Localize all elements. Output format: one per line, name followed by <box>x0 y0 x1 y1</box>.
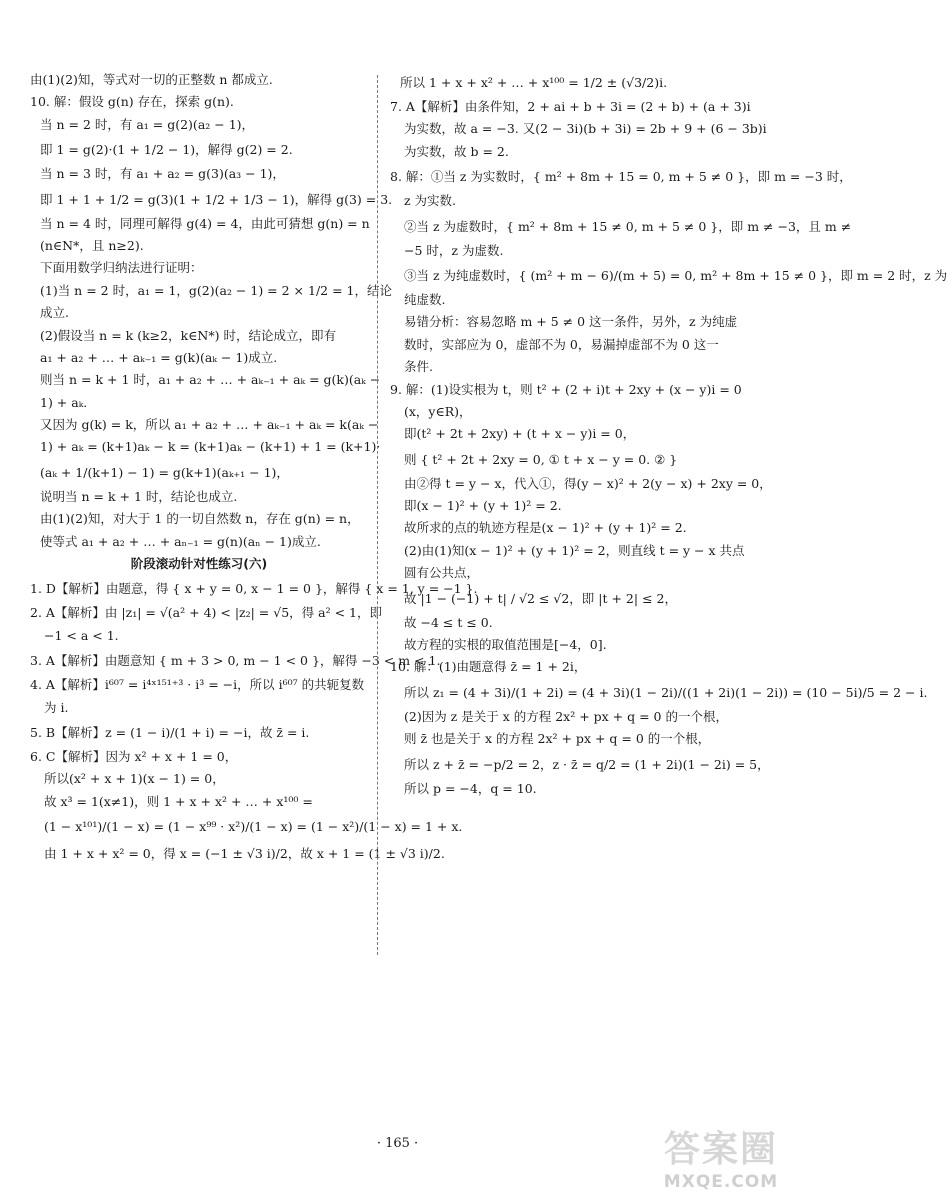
text-line: 1) + aₖ. <box>40 394 88 410</box>
text-line: 4. A【解析】i⁶⁰⁷ = i⁴ˣ¹⁵¹⁺³ · i³ = −i，所以 i⁶⁰⁷ 的共轭复数 <box>30 677 365 693</box>
text-line: 9. 解：(1)设实根为 t，则 t² + (2 + i)t + 2xy + (x − y)i = 0 <box>390 381 742 397</box>
text-line: 2. A【解析】由 |z₁| = √(a² + 4) < |z₂| = √5，得 a² < 1，即 <box>30 605 382 621</box>
watermark-logo <box>661 1128 781 1194</box>
text-line: 8. 解：①当 z 为实数时，{ m² + 8m + 15 = 0, m + 5 ≠ 0 }，即 m = −3 时， <box>390 169 852 185</box>
text-line: a₁ + a₂ + … + aₖ₋₁ = g(k)(aₖ − 1)成立. <box>40 349 278 365</box>
text-line: 为 i. <box>44 699 69 715</box>
text-line: 所以(x² + x + 1)(x − 1) = 0， <box>44 771 225 787</box>
text-line: 当 n = 2 时，有 a₁ = g(2)(a₂ − 1)， <box>40 116 255 132</box>
text-line: 故所求的点的轨迹方程是(x − 1)² + (y + 1)² = 2. <box>404 520 687 536</box>
text-line: 即(t² + 2t + 2xy) + (t + x − y)i = 0， <box>404 426 636 442</box>
text-line: (1 − x¹⁰¹)/(1 − x) = (1 − x⁹⁹ · x²)/(1 − x) = (1 − x²)/(1 − x) = 1 + x. <box>44 819 463 835</box>
text-line: 即 1 = g(2)·(1 + 1/2 − 1)，解得 g(2) = 2. <box>40 142 293 158</box>
page-number: · 165 · <box>376 1136 419 1151</box>
column-divider <box>377 75 378 955</box>
text-line: 3. A【解析】由题意知 { m + 3 > 0, m − 1 < 0 }，解得 −3 < m < 1. <box>30 653 441 669</box>
text-line: 10. 解：(1)由题意得 z̄ = 1 + 2i， <box>390 659 587 675</box>
text-line: 条件. <box>404 359 433 375</box>
text-line: 由 1 + x + x² = 0，得 x = (−1 ± √3 i)/2，故 x + 1 = (1 ± √3 i)/2. <box>44 846 445 862</box>
text-line: 为实数，故 a = −3. 又(2 − 3i)(b + 3i) = 2b + 9 + (6 − 3b)i <box>404 121 767 137</box>
text-line: −1 < a < 1. <box>44 627 119 643</box>
text-line: 7. A【解析】由条件知，2 + ai + b + 3i = (2 + b) + (a + 3)i <box>390 99 751 114</box>
text-line: 当 n = 3 时，有 a₁ + a₂ = g(3)(a₃ − 1)， <box>40 166 285 182</box>
text-line: (2)因为 z 是关于 x 的方程 2x² + px + q = 0 的一个根， <box>404 708 728 724</box>
text-line: 1) + aₖ = (k+1)aₖ − k = (k+1)aₖ − (k+1) + 1 = (k+1)· <box>40 439 381 455</box>
text-line: 6. C【解析】因为 x² + x + 1 = 0， <box>30 748 238 764</box>
text-line: 故 |1 − (−1) + t| / √2 ≤ √2，即 |t + 2| ≤ 2， <box>404 590 677 606</box>
text-line: (2)由(1)知(x − 1)² + (y + 1)² = 2，则直线 t = y − x 共点 <box>404 542 745 558</box>
text-line: (1)当 n = 2 时，a₁ = 1，g(2)(a₂ − 1) = 2 × 1/2 = 1，结论 <box>40 282 392 298</box>
text-line: ②当 z 为虚数时，{ m² + 8m + 15 ≠ 0, m + 5 ≠ 0 }，即 m ≠ −3，且 m ≠ <box>404 218 852 234</box>
text-line: ③当 z 为纯虚数时，{ (m² + m − 6)/(m + 5) = 0, m² + 8m + 15 ≠ 0 }，即 m = 2 时，z 为 <box>404 267 947 283</box>
text-line: 数时，实部应为 0，虚部不为 0，易漏掉虚部不为 0 这一 <box>404 336 719 352</box>
text-line: 由(1)(2)知，对大于 1 的一切自然数 n，存在 g(n) = n， <box>40 511 360 527</box>
text-line: 由(1)(2)知，等式对一切的正整数 n 都成立. <box>30 72 273 87</box>
text-line: 10. 解：假设 g(n) 存在，探索 g(n). <box>30 94 234 110</box>
text-line: 说明当 n = k + 1 时，结论也成立. <box>40 488 238 504</box>
text-line: 所以 z₁ = (4 + 3i)/(1 + 2i) = (4 + 3i)(1 − 2i)/((1 + 2i)(1 − 2i)) = (10 − 5i)/5 = 2 − i. <box>404 684 928 700</box>
text-line: 为实数，故 b = 2. <box>404 143 509 159</box>
text-line: 5. B【解析】z = (1 − i)/(1 + i) = −i，故 z̄ = i. <box>30 724 310 740</box>
text-line: (aₖ + 1/(k+1) − 1) = g(k+1)(aₖ₊₁ − 1)， <box>40 464 289 480</box>
text-line: 所以 p = −4，q = 10. <box>404 780 537 796</box>
text-line: 所以 1 + x + x² + … + x¹⁰⁰ = 1/2 ± (√3/2)i. <box>400 75 668 90</box>
text-line: 故 −4 ≤ t ≤ 0. <box>404 614 493 630</box>
text-line: (2)假设当 n = k (k≥2，k∈N*) 时，结论成立，即有 <box>40 327 336 343</box>
watermark-glyphs: 答案圈 <box>663 1129 778 1170</box>
text-line: 则 z̄ 也是关于 x 的方程 2x² + px + q = 0 的一个根， <box>404 731 711 747</box>
text-line: 易错分析：容易忽略 m + 5 ≠ 0 这一条件，另外，z 为纯虚 <box>404 314 738 330</box>
text-line: z 为实数. <box>404 193 457 209</box>
text-line: 成立. <box>40 305 69 321</box>
text-line: 下面用数学归纳法进行证明： <box>40 260 203 276</box>
section-title: 阶段滚动针对性练习(六) <box>130 556 268 572</box>
text-line: 纯虚数. <box>404 291 446 307</box>
text-line: 由②得 t = y − x，代入①，得(y − x)² + 2(y − x) + 2xy = 0， <box>404 475 772 491</box>
text-line: (x，y∈R)， <box>404 403 472 419</box>
text-line: 即(x − 1)² + (y + 1)² = 2. <box>404 498 562 514</box>
text-line: 故 x³ = 1(x≠1)，则 1 + x + x² + … + x¹⁰⁰ = <box>44 793 313 809</box>
watermark-url: MXQE.COM <box>663 1172 779 1192</box>
text-line: 当 n = 4 时，同理可解得 g(4) = 4，由此可猜想 g(n) = n <box>40 215 370 231</box>
text-line: 则 { t² + 2t + 2xy = 0, ① t + x − y = 0. ② } <box>404 451 678 467</box>
text-line: 又因为 g(k) = k，所以 a₁ + a₂ + … + aₖ₋₁ + aₖ = k(aₖ − <box>40 417 379 433</box>
text-line: 即 1 + 1 + 1/2 = g(3)(1 + 1/2 + 1/3 − 1)，解得 g(3) = 3. <box>40 191 393 207</box>
text-line: 1. D【解析】由题意，得 { x + y = 0, x − 1 = 0 }，解得 { x = 1, y = −1 }. <box>30 581 478 597</box>
text-line: (n∈N*，且 n≥2). <box>40 237 144 253</box>
text-line: 圆有公共点， <box>404 565 480 581</box>
text-line: 则当 n = k + 1 时，a₁ + a₂ + … + aₖ₋₁ + aₖ = g(k)(aₖ − <box>40 372 381 388</box>
text-line: 使等式 a₁ + a₂ + … + aₙ₋₁ = g(n)(aₙ − 1)成立. <box>40 533 321 549</box>
right-column <box>390 72 947 803</box>
text-line: −5 时，z 为虚数. <box>404 242 504 258</box>
text-line: 故方程的实根的取值范围是[−4，0]. <box>404 637 607 653</box>
text-line: 所以 z + z̄ = −p/2 = 2，z · z̄ = q/2 = (1 + 2i)(1 − 2i) = 5， <box>404 756 770 772</box>
